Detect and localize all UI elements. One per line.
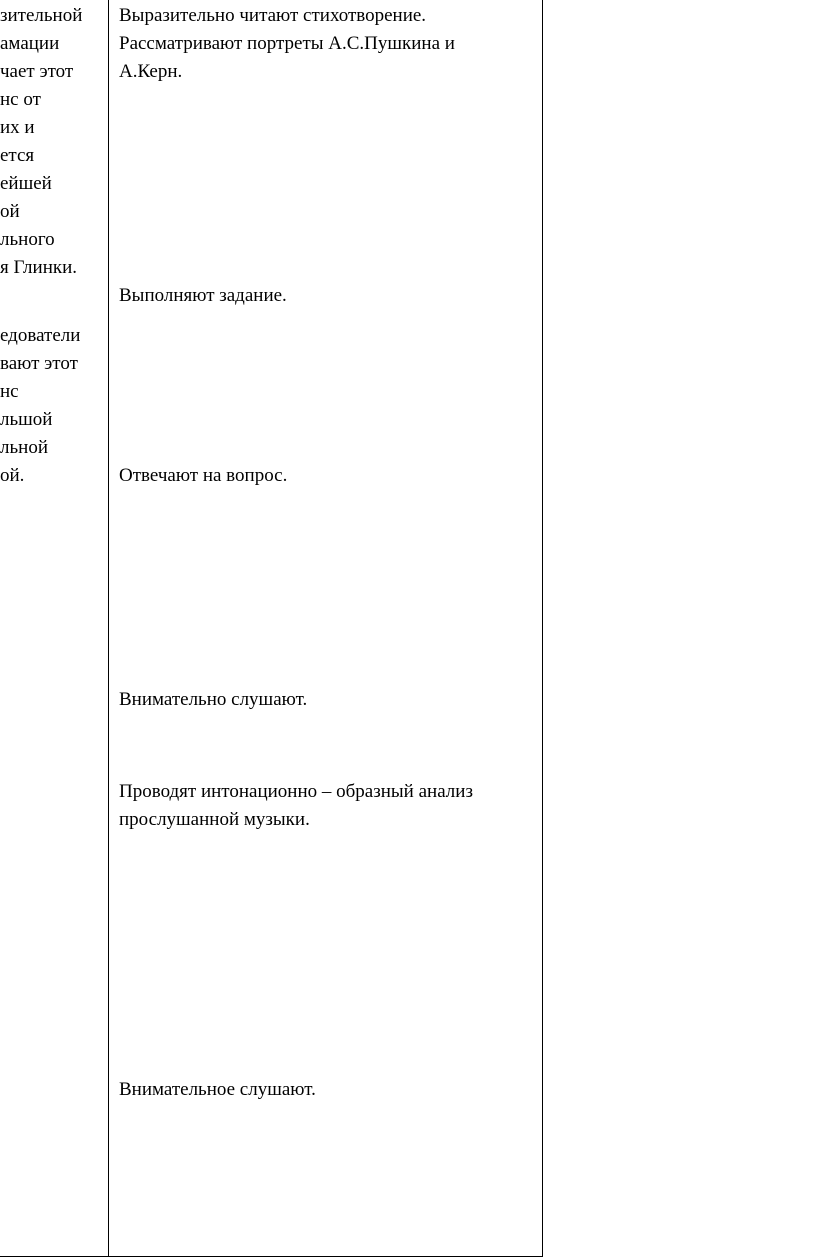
text-line: Отвечают на вопрос. (119, 465, 288, 486)
text-line: А.Керн. (119, 61, 183, 82)
text-line: Рассматривают портреты А.С.Пушкина и (119, 33, 455, 54)
left-line: ейшей (0, 173, 52, 194)
text-line: Проводят интонационно – образный анализ (119, 781, 473, 802)
left-line: нс от (0, 89, 41, 110)
left-line: льной (0, 437, 48, 458)
activity-listen (119, 686, 539, 714)
text-line: Внимательное слушают. (119, 1079, 316, 1100)
left-line: едователи (0, 325, 81, 346)
left-line: нс (0, 381, 19, 402)
text-line: прослушанной музыки. (119, 809, 310, 830)
left-line: ой. (0, 465, 25, 486)
table-bottom-border (0, 1256, 543, 1257)
left-line: амации (0, 33, 60, 54)
text-line: Выразительно читают стихотворение. (119, 5, 427, 26)
activity-do-task (119, 282, 539, 310)
activity-answer-question (119, 462, 539, 490)
activity-analysis (119, 778, 539, 834)
left-line: чает этот (0, 61, 74, 82)
left-line: я Глинки. (0, 257, 78, 278)
column-divider (108, 0, 109, 1257)
left-line: их и (0, 117, 35, 138)
left-line: ой (0, 201, 20, 222)
left-line: вают этот (0, 353, 78, 374)
left-line: ется (0, 145, 35, 166)
activity-listen-2 (119, 1076, 539, 1104)
left-column (0, 0, 108, 1256)
text-line: Внимательно слушают. (119, 689, 308, 710)
left-line: льшой (0, 409, 53, 430)
activity-read-poem (119, 2, 539, 86)
table-right-border (542, 0, 543, 1257)
left-line: зительной (0, 5, 83, 26)
left-line: льного (0, 229, 55, 250)
text-line: Выполняют задание. (119, 285, 287, 306)
